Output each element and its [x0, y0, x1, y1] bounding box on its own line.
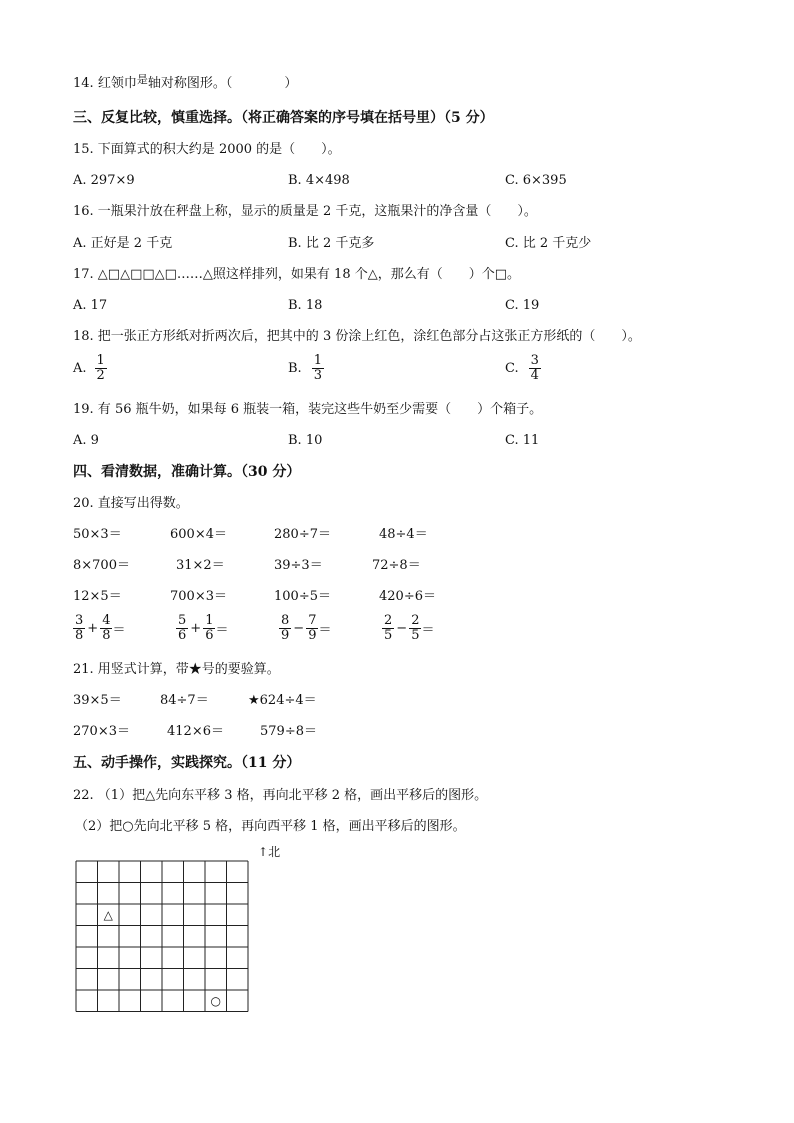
q20-frac-denominator: 6 [205, 628, 214, 643]
q18-option-b[interactable] [288, 354, 324, 383]
q20-item: 700×3＝ [170, 589, 227, 604]
q20-item: 8×700＝ [73, 558, 130, 573]
q21-item: 579÷8＝ [260, 724, 317, 739]
q17-option-c[interactable]: C. 19 [505, 298, 540, 313]
q20-frac-numerator: 3 [75, 613, 84, 628]
q20-frac-denominator: 6 [178, 628, 187, 643]
q18-b-numerator: 1 [313, 353, 322, 368]
q21-item: ★624÷4＝ [248, 693, 317, 708]
q20-frac-numerator: 2 [384, 613, 393, 628]
grid-diagram[interactable] [75, 860, 251, 1022]
q20-item: 50×3＝ [73, 527, 122, 542]
q18-a-label: A. [73, 361, 87, 376]
q20-frac-numerator: 4 [102, 613, 111, 628]
q18-c-fraction [529, 354, 541, 383]
q18-a-fraction [95, 354, 107, 383]
question-21-stem: 21. 用竖式计算，带★号的要验算。 [73, 662, 280, 677]
q16-option-b[interactable]: B. 比 2 千克多 [288, 236, 375, 251]
q18-c-denominator: 4 [530, 368, 539, 383]
question-18-stem: 18. 把一张正方形纸对折两次后，把其中的 3 份涂上红色，涂红色部分占这张正方形纸的（ ）。 [73, 329, 641, 344]
q20-frac-numerator: 1 [205, 613, 214, 628]
q21-item: 270×3＝ [73, 724, 130, 739]
q18-a-denominator: 2 [96, 368, 105, 383]
q20-frac-denominator: 8 [75, 628, 84, 643]
q19-option-c[interactable]: C. 11 [505, 433, 540, 448]
q14-close: ） [284, 76, 298, 91]
q20-frac-operator: + [87, 621, 99, 636]
q20-frac-numerator: 7 [308, 613, 317, 628]
q20-item: 600×4＝ [170, 527, 227, 542]
q20-item: 31×2＝ [176, 558, 225, 573]
q20-frac-denominator: 5 [384, 628, 393, 643]
q18-option-a[interactable] [73, 354, 107, 383]
q20-frac-equals: ＝ [215, 623, 229, 638]
question-17-stem: 17. △□△□□△□……△照这样排列，如果有 18 个△，那么有（ ）个□。 [73, 267, 521, 282]
question-22-line-1: 22. （1）把△先向东平移 3 格，再向北平移 2 格，画出平移后的图形。 [73, 788, 488, 803]
q20-frac-equals: ＝ [318, 623, 332, 638]
q19-option-a[interactable]: A. 9 [73, 433, 99, 448]
q16-option-c[interactable]: C. 比 2 千克少 [505, 236, 592, 251]
q21-item: 39×5＝ [73, 693, 122, 708]
q20-frac-operator: + [190, 621, 202, 636]
section-3-title: 三、反复比较，慎重选择。（将正确答案的序号填在括号里）（5 分） [73, 110, 494, 126]
q17-option-a[interactable]: A. 17 [73, 298, 108, 313]
q20-item: 39÷3＝ [274, 558, 323, 573]
q20-fraction-item [382, 614, 434, 643]
q20-frac-equals: ＝ [421, 623, 435, 638]
q14-text-a: 红领巾 [97, 76, 137, 91]
q15-option-b[interactable]: B. 4×498 [288, 173, 350, 188]
question-19-stem: 19. 有 56 瓶牛奶，如果每 6 瓶装一箱，装完这些牛奶至少需要（ ）个箱子。 [73, 402, 543, 417]
circle-icon: ○ [210, 993, 221, 1008]
q18-c-label: C. [505, 361, 519, 376]
question-22-line-2: （2）把○先向北平移 5 格，再向西平移 1 格，画出平移后的图形。 [75, 819, 466, 834]
q20-frac-denominator: 9 [308, 628, 317, 643]
q14-text-raised: 是 [136, 73, 148, 86]
q20-item: 100÷5＝ [274, 589, 331, 604]
q20-item: 72÷8＝ [372, 558, 421, 573]
question-14 [73, 75, 297, 93]
q20-item: 48÷4＝ [379, 527, 428, 542]
q21-item: 412×6＝ [167, 724, 224, 739]
q20-frac-operator: − [293, 621, 305, 636]
q21-item: 84÷7＝ [160, 693, 209, 708]
north-label: 北 [268, 845, 281, 859]
q18-c-numerator: 3 [530, 353, 539, 368]
q14-answer-blank[interactable] [232, 76, 284, 91]
q20-item: 280÷7＝ [274, 527, 331, 542]
q20-frac-denominator: 5 [411, 628, 420, 643]
question-16-stem: 16. 一瓶果汁放在秤盘上称，显示的质量是 2 千克，这瓶果汁的净含量（ ）。 [73, 204, 537, 219]
q18-option-c[interactable] [505, 354, 541, 383]
north-arrow-icon: ↑ [258, 845, 269, 859]
q20-frac-operator: − [396, 621, 408, 636]
q20-frac-equals: ＝ [112, 623, 126, 638]
q20-item: 420÷6＝ [379, 589, 436, 604]
q18-b-denominator: 3 [313, 368, 322, 383]
q20-frac-denominator: 8 [102, 628, 111, 643]
q18-b-label: B. [288, 361, 302, 376]
q20-frac-denominator: 9 [281, 628, 290, 643]
q20-frac-numerator: 2 [411, 613, 420, 628]
question-15-stem: 15. 下面算式的积大约是 2000 的是（ ）。 [73, 142, 341, 157]
q14-number: 14. [73, 76, 94, 91]
q20-fraction-item [73, 614, 125, 643]
section-5-title: 五、动手操作，实践探究。（11 分） [73, 755, 301, 771]
q20-fraction-item [279, 614, 331, 643]
q19-option-b[interactable]: B. 10 [288, 433, 323, 448]
q20-frac-numerator: 8 [281, 613, 290, 628]
q15-option-a[interactable]: A. 297×9 [73, 173, 135, 188]
q18-b-fraction [312, 354, 324, 383]
q20-item: 12×5＝ [73, 589, 122, 604]
q15-option-c[interactable]: C. 6×395 [505, 173, 567, 188]
section-4-title: 四、看清数据，准确计算。（30 分） [73, 464, 301, 480]
q18-a-numerator: 1 [96, 353, 105, 368]
triangle-icon: △ [103, 907, 113, 922]
q20-fraction-item [176, 614, 228, 643]
q20-frac-numerator: 5 [178, 613, 187, 628]
q17-option-b[interactable]: B. 18 [288, 298, 323, 313]
north-indicator [258, 844, 280, 860]
q14-text-b: 轴对称图形。（ [147, 76, 233, 91]
question-20-stem: 20. 直接写出得数。 [73, 496, 189, 511]
q16-option-a[interactable]: A. 正好是 2 千克 [73, 236, 173, 251]
